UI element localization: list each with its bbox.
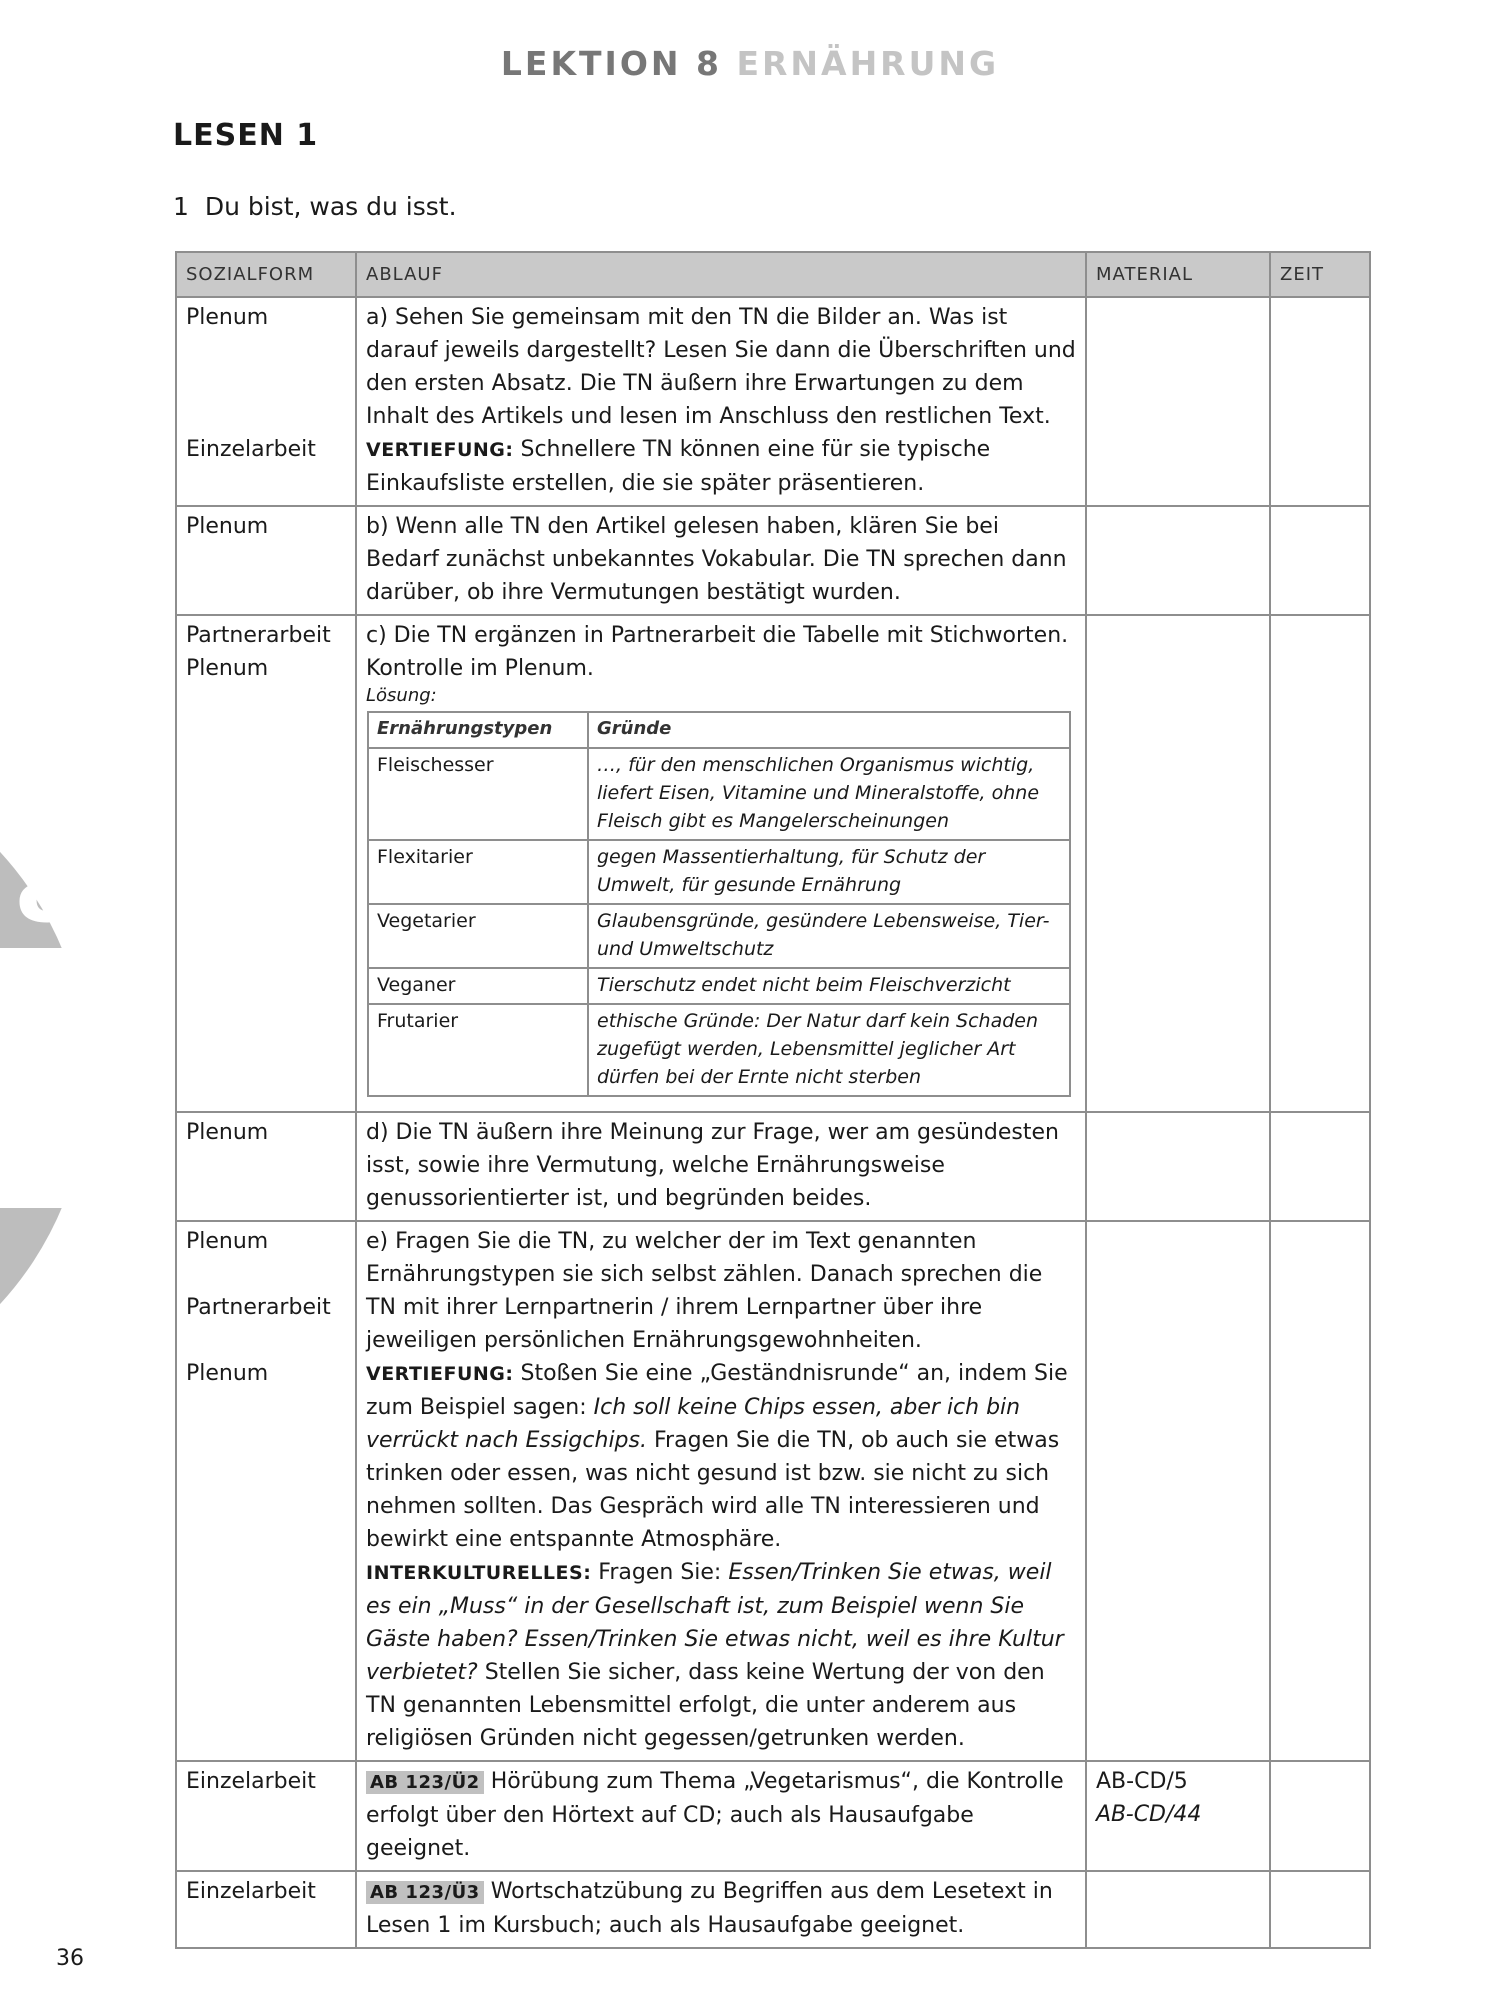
table-header-row [176, 252, 1370, 297]
sozialform-item: Plenum [186, 656, 269, 681]
solution-reason: ethische Gründe: Der Natur darf kein Schaden zugefügt werden, Lebensmittel jeglicher Art dürfen bei der Ernte nicht sterben [588, 1004, 1070, 1096]
sozialform-cell [176, 1221, 356, 1761]
zeit-cell [1270, 615, 1370, 1112]
interkulturelles-label: INTERKULTURELLES: [366, 1562, 592, 1584]
vertiefung-label: VERTIEFUNG: [366, 439, 514, 461]
ablauf-cell [356, 615, 1086, 1112]
section-title: LESEN 1 [173, 118, 319, 153]
vertiefung-text: Schnellere TN können eine für sie typische Einkaufsliste erstellen, die sie später präsentieren. [366, 437, 991, 496]
task-title [173, 192, 457, 221]
zeit-cell [1270, 506, 1370, 615]
ablauf-text: a) Sehen Sie gemeinsam mit den TN die Bilder an. Was ist darauf jeweils dargestellt? Lesen Sie dann die Überschriften und den ersten Absatz. Die TN äußern ihre Erwartungen zu dem Inhalt des Artikels und lesen im Anschluss den restlichen Text. [366, 305, 1076, 429]
sozialform-item: Einzelarbeit [186, 437, 316, 462]
sozialform-cell [176, 615, 356, 1112]
material-cell [1086, 506, 1270, 615]
solution-reason: Glaubensgründe, gesündere Lebensweise, Tier- und Umweltschutz [588, 904, 1070, 968]
solution-reason: gegen Massentierhaltung, für Schutz der Umwelt, für gesunde Ernährung [588, 840, 1070, 904]
interkulturelles-text: Stellen Sie sicher, dass keine Wertung der von den TN genannten Lebensmittel erfolgt, die unter anderem aus religiösen Gründen nicht gegessen/getrunken werden. [366, 1660, 1045, 1751]
ablauf-cell [356, 506, 1086, 615]
material-cell [1086, 615, 1270, 1112]
vertiefung-label: VERTIEFUNG: [366, 1363, 514, 1385]
vertiefung-text: Stoßen Sie eine „Geständnisrunde“ an, indem Sie zum Beispiel sagen: [366, 1361, 1068, 1420]
task-title-text: Du bist, was du isst. [204, 192, 457, 221]
table-row-g [176, 1871, 1370, 1948]
workbook-reference-tag: AB 123/Ü2 [366, 1771, 484, 1794]
solution-reason: Tierschutz endet nicht beim Fleischverzicht [588, 968, 1070, 1004]
ablauf-cell [356, 1761, 1086, 1871]
material-cell [1086, 1761, 1270, 1871]
solution-row [368, 968, 1070, 1004]
solution-row [368, 904, 1070, 968]
ablauf-cell [356, 1221, 1086, 1761]
solution-row [368, 1004, 1070, 1096]
table-row-a [176, 297, 1370, 506]
spacer [186, 1258, 346, 1291]
page-number: 36 [56, 1946, 84, 1971]
solution-type: Vegetarier [368, 904, 588, 968]
solution-header-row [368, 712, 1070, 748]
ablauf-text: Wortschatzübung zu Begriffen aus dem Lesetext in Lesen 1 im Kursbuch; auch als Hausaufgabe geeignet. [366, 1879, 1053, 1938]
sozialform-item: Plenum [186, 1120, 269, 1145]
zeit-cell [1270, 1871, 1370, 1948]
sozialform-cell [176, 506, 356, 615]
chapter-tab-number: 8 [13, 832, 81, 944]
ablauf-text: Hörübung zum Thema „Vegetarismus“, die Kontrolle erfolgt über den Hörtext auf CD; auch als Hausaufgabe geeignet. [366, 1769, 1064, 1861]
sozialform-item: Plenum [186, 514, 269, 539]
sozialform-item: Einzelarbeit [186, 1879, 316, 1904]
lesson-topic: ERNÄHRUNG [736, 44, 1000, 83]
header-ablauf: ABLAUF [356, 252, 1086, 297]
sozialform-cell [176, 1871, 356, 1948]
lesson-label: LEKTION 8 [500, 44, 722, 83]
solution-reason: …, für den menschlichen Organismus wichtig, liefert Eisen, Vitamine und Mineralstoffe, ohne Fleisch gibt es Mangelerscheinungen [588, 748, 1070, 840]
zeit-cell [1270, 1221, 1370, 1761]
sozialform-item: Plenum [186, 1361, 269, 1386]
solution-type: Veganer [368, 968, 588, 1004]
vertiefung-example: Ich soll keine Chips essen, aber ich bin verrückt nach Essigchips. [366, 1395, 1021, 1453]
ablauf-text: e) Fragen Sie die TN, zu welcher der im Text genannten Ernährungstypen sie sich selbst zählen. Danach sprechen die TN mit ihrer Lernpartnerin / ihrem Lernpartner über ihre jeweiligen persönlichen Ernährungsgewohnheiten. [366, 1229, 1043, 1353]
sozialform-cell [176, 1761, 356, 1871]
header-material: MATERIAL [1086, 252, 1270, 297]
sozialform-item: Partnerarbeit [186, 1295, 331, 1320]
loesung-label: Lösung: [366, 685, 437, 706]
sozialform-cell [176, 297, 356, 506]
material-cell [1086, 1871, 1270, 1948]
material-cell [1086, 297, 1270, 506]
zeit-cell [1270, 1112, 1370, 1221]
zeit-cell [1270, 1761, 1370, 1871]
ablauf-cell [356, 1112, 1086, 1221]
table-row-f [176, 1761, 1370, 1871]
solution-header-type: Ernährungstypen [368, 712, 588, 748]
solution-type: Fleischesser [368, 748, 588, 840]
solution-header-reason: Gründe [588, 712, 1070, 748]
workbook-reference-tag: AB 123/Ü3 [366, 1881, 484, 1904]
sozialform-cell [176, 1112, 356, 1221]
ablauf-text: c) Die TN ergänzen in Partnerarbeit die Tabelle mit Stichworten. Kontrolle im Plenum. [366, 623, 1069, 681]
sozialform-item: Plenum [186, 1229, 269, 1254]
header-zeit: ZEIT [1270, 252, 1370, 297]
ablauf-cell [356, 1871, 1086, 1948]
lesson-header [0, 44, 1500, 83]
spacer [186, 1324, 346, 1357]
interkulturelles-text: Fragen Sie: [598, 1560, 722, 1585]
table-row-c [176, 615, 1370, 1112]
solution-row [368, 748, 1070, 840]
material-cell [1086, 1221, 1270, 1761]
ablauf-text: b) Wenn alle TN den Artikel gelesen haben, klären Sie bei Bedarf zunächst unbekanntes Vokabular. Die TN sprechen dann darüber, ob ihre Vermutungen bestätigt wurden. [366, 514, 1067, 605]
material-item: AB-CD/5 [1096, 1769, 1188, 1794]
ablauf-text: d) Die TN äußern ihre Meinung zur Frage, wer am gesündesten isst, sowie ihre Vermutung, welche Ernährungsweise genussorientierter ist, und begründen beides. [366, 1120, 1059, 1211]
solution-table [367, 711, 1071, 1097]
ablauf-cell [356, 297, 1086, 506]
solution-type: Frutarier [368, 1004, 588, 1096]
material-item: AB-CD/44 [1096, 1802, 1202, 1827]
solution-type: Flexitarier [368, 840, 588, 904]
sozialform-item: Einzelarbeit [186, 1769, 316, 1794]
sozialform-item: Partnerarbeit [186, 623, 331, 648]
spacer [186, 334, 346, 433]
lesson-plan-table [175, 251, 1371, 1949]
task-number: 1 [173, 192, 189, 221]
zeit-cell [1270, 297, 1370, 506]
material-cell [1086, 1112, 1270, 1221]
header-sozialform: SOZIALFORM [176, 252, 356, 297]
table-row-d [176, 1112, 1370, 1221]
interkulturelles-question: Essen/Trinken Sie etwas, weil es ein „Muss“ in der Gesellschaft ist, zum Beispiel wenn Sie Gäste haben? Essen/Trinken Sie etwas nicht, weil es ihre Kultur verbietet? [366, 1560, 1064, 1685]
solution-row [368, 840, 1070, 904]
sozialform-item: Plenum [186, 305, 269, 330]
vertiefung-text: Fragen Sie die TN, ob auch sie etwas trinken oder essen, was nicht gesund ist bzw. sie nicht zu sich nehmen sollten. Das Gespräch wird alle TN interessieren und bewirkt eine entspannte Atmosphäre. [366, 1428, 1060, 1552]
table-row-e [176, 1221, 1370, 1761]
table-row-b [176, 506, 1370, 615]
